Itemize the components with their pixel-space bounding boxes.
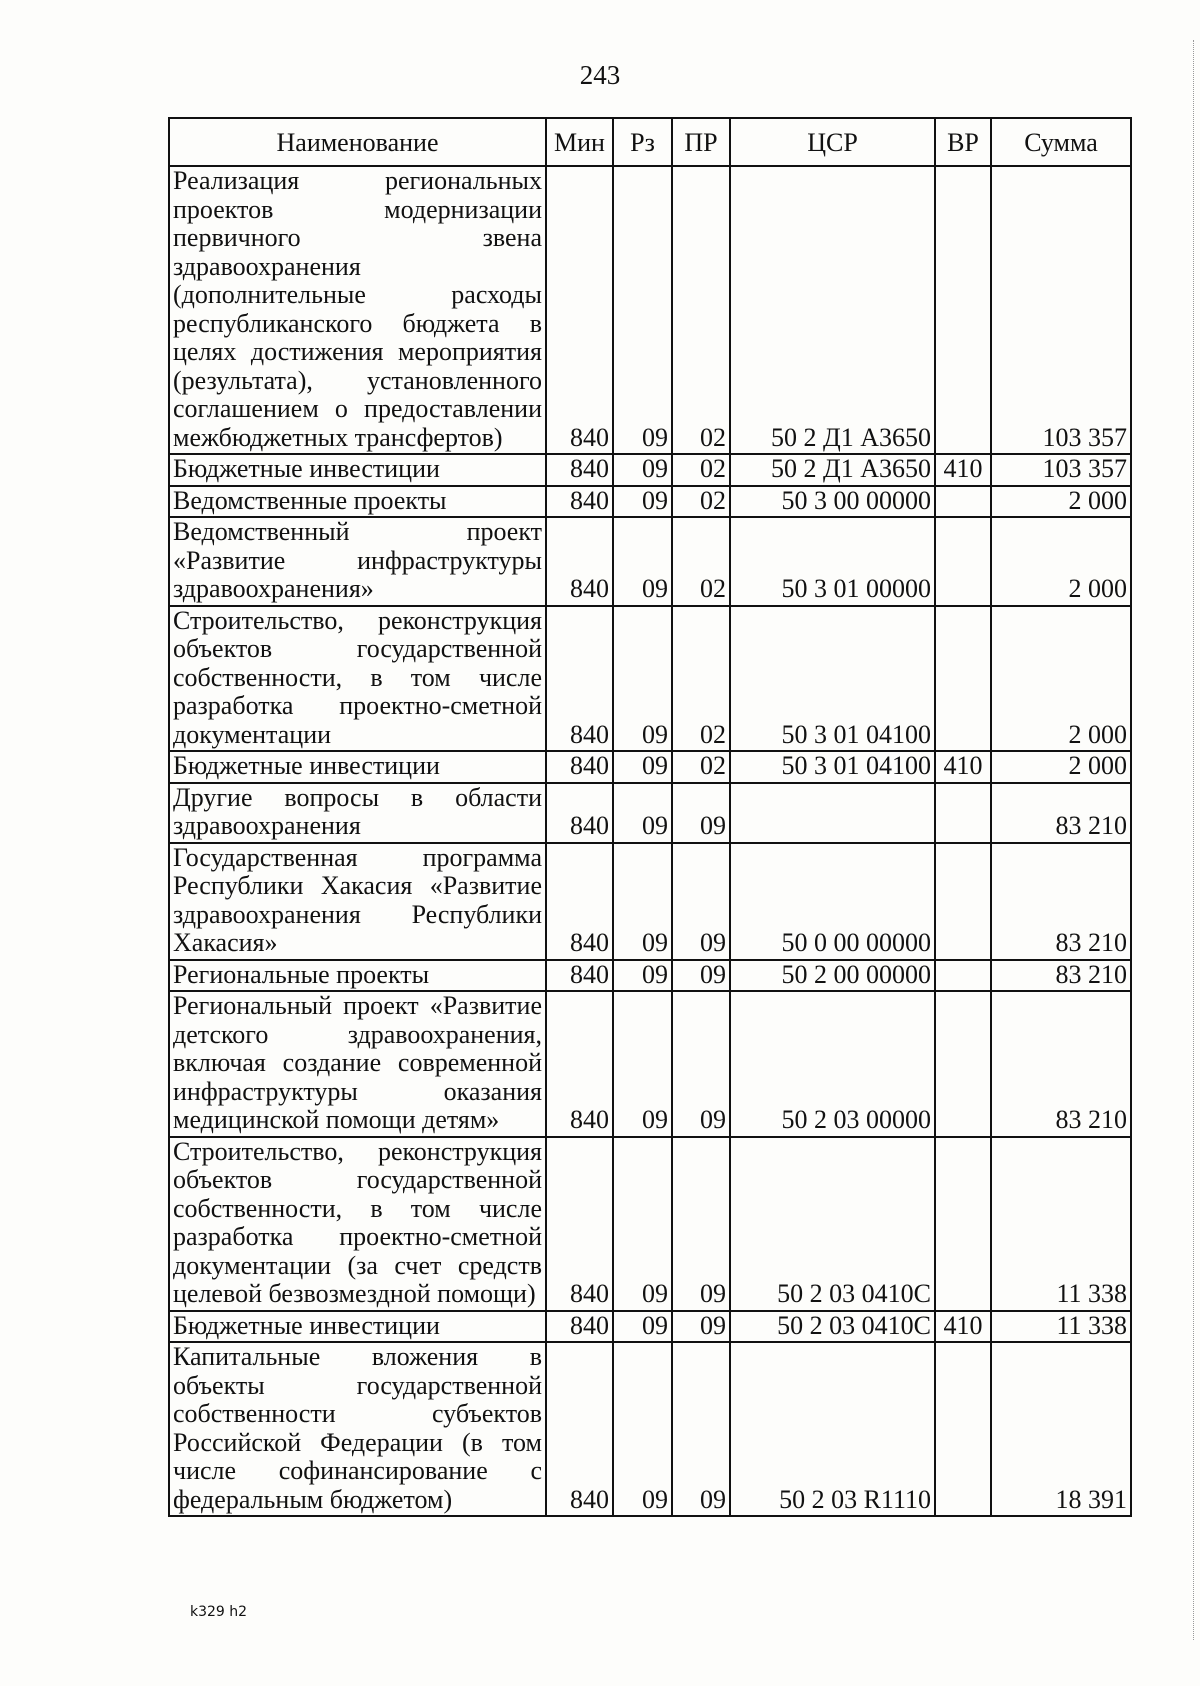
row-csr: 50 2 03 0410С — [730, 1311, 935, 1343]
row-vr — [935, 1137, 991, 1311]
row-sum: 2 000 — [991, 606, 1131, 752]
row-csr: 50 3 01 04100 — [730, 751, 935, 783]
row-min: 840 — [546, 991, 613, 1137]
table-row — [169, 606, 1131, 752]
header-rz: Рз — [613, 118, 672, 166]
row-rz: 09 — [613, 1342, 672, 1516]
row-name: Бюджетные инвестиции — [169, 751, 546, 783]
footer-code: k329 h2 — [190, 1604, 248, 1620]
header-sum: Сумма — [991, 118, 1131, 166]
row-pr: 02 — [672, 517, 730, 606]
row-rz: 09 — [613, 606, 672, 752]
row-sum: 103 357 — [991, 166, 1131, 454]
row-pr: 09 — [672, 783, 730, 843]
row-vr: 410 — [935, 1311, 991, 1343]
row-min: 840 — [546, 606, 613, 752]
row-min: 840 — [546, 486, 613, 518]
row-pr: 02 — [672, 486, 730, 518]
row-min: 840 — [546, 454, 613, 486]
row-vr — [935, 960, 991, 992]
table-row — [169, 1311, 1131, 1343]
budget-table — [168, 117, 1132, 1517]
row-pr: 09 — [672, 843, 730, 960]
row-sum: 2 000 — [991, 751, 1131, 783]
row-rz: 09 — [613, 517, 672, 606]
row-sum: 83 210 — [991, 960, 1131, 992]
row-sum: 18 391 — [991, 1342, 1131, 1516]
row-pr: 02 — [672, 606, 730, 752]
row-csr: 50 3 01 04100 — [730, 606, 935, 752]
row-name: Строительство, реконструкция объектов государственной собственности, в том числе разработка проектно-сметной документации (за счет средств целевой безвозмездной помощи) — [169, 1137, 546, 1311]
table-row — [169, 991, 1131, 1137]
row-rz: 09 — [613, 166, 672, 454]
row-pr: 09 — [672, 1342, 730, 1516]
row-vr: 410 — [935, 751, 991, 783]
header-min: Мин — [546, 118, 613, 166]
row-sum: 2 000 — [991, 486, 1131, 518]
row-min: 840 — [546, 1137, 613, 1311]
row-name: Региональные проекты — [169, 960, 546, 992]
row-csr: 50 2 Д1 А3650 — [730, 454, 935, 486]
row-csr: 50 0 00 00000 — [730, 843, 935, 960]
row-name: Государственная программа Республики Хакасия «Развитие здравоохранения Республики Хакасия» — [169, 843, 546, 960]
row-sum: 11 338 — [991, 1137, 1131, 1311]
row-min: 840 — [546, 1342, 613, 1516]
row-pr: 09 — [672, 1137, 730, 1311]
row-sum: 83 210 — [991, 843, 1131, 960]
row-name: Бюджетные инвестиции — [169, 1311, 546, 1343]
row-name: Ведомственный проект «Развитие инфраструктуры здравоохранения» — [169, 517, 546, 606]
row-sum: 2 000 — [991, 517, 1131, 606]
row-rz: 09 — [613, 991, 672, 1137]
row-pr: 02 — [672, 751, 730, 783]
row-sum: 11 338 — [991, 1311, 1131, 1343]
row-pr: 02 — [672, 454, 730, 486]
header-csr: ЦСР — [730, 118, 935, 166]
header-vr: ВР — [935, 118, 991, 166]
row-csr — [730, 783, 935, 843]
row-vr — [935, 606, 991, 752]
row-csr: 50 3 00 00000 — [730, 486, 935, 518]
table-row — [169, 751, 1131, 783]
row-vr — [935, 166, 991, 454]
row-pr: 09 — [672, 991, 730, 1137]
row-name: Региональный проект «Развитие детского здравоохранения, включая создание современной инфраструктуры оказания медицинской помощи детям» — [169, 991, 546, 1137]
row-csr: 50 2 03 R1110 — [730, 1342, 935, 1516]
row-name: Другие вопросы в области здравоохранения — [169, 783, 546, 843]
table-row — [169, 960, 1131, 992]
header-name: Наименование — [169, 118, 546, 166]
row-sum: 103 357 — [991, 454, 1131, 486]
row-vr — [935, 1342, 991, 1516]
table-row — [169, 486, 1131, 518]
page-number: 243 — [579, 60, 621, 90]
table-row — [169, 1342, 1131, 1516]
row-min: 840 — [546, 843, 613, 960]
row-sum: 83 210 — [991, 783, 1131, 843]
row-rz: 09 — [613, 960, 672, 992]
table-row — [169, 454, 1131, 486]
row-pr: 09 — [672, 960, 730, 992]
table-row — [169, 1137, 1131, 1311]
row-name: Строительство, реконструкция объектов государственной собственности, в том числе разработка проектно-сметной документации — [169, 606, 546, 752]
row-rz: 09 — [613, 783, 672, 843]
table-row — [169, 166, 1131, 454]
row-vr — [935, 486, 991, 518]
row-min: 840 — [546, 960, 613, 992]
row-rz: 09 — [613, 486, 672, 518]
row-rz: 09 — [613, 843, 672, 960]
row-min: 840 — [546, 517, 613, 606]
row-vr — [935, 783, 991, 843]
row-rz: 09 — [613, 751, 672, 783]
row-csr: 50 2 Д1 А3650 — [730, 166, 935, 454]
row-vr: 410 — [935, 454, 991, 486]
row-csr: 50 2 00 00000 — [730, 960, 935, 992]
row-csr: 50 3 01 00000 — [730, 517, 935, 606]
row-sum: 83 210 — [991, 991, 1131, 1137]
row-name: Реализация региональных проектов модернизации первичного звена здравоохранения (дополнительные расходы республиканского бюджета в целях достижения мероприятия (результата), установленного соглашением о предоставлении межбюджетных трансфертов) — [169, 166, 546, 454]
scan-edge-marks — [1190, 40, 1194, 1640]
row-pr: 09 — [672, 1311, 730, 1343]
header-pr: ПР — [672, 118, 730, 166]
table-row — [169, 843, 1131, 960]
table-row — [169, 517, 1131, 606]
row-min: 840 — [546, 783, 613, 843]
row-vr — [935, 991, 991, 1137]
row-pr: 02 — [672, 166, 730, 454]
row-name: Капитальные вложения в объекты государственной собственности субъектов Российской Федерации (в том числе софинансирование с федеральным бюджетом) — [169, 1342, 546, 1516]
row-csr: 50 2 03 00000 — [730, 991, 935, 1137]
row-min: 840 — [546, 166, 613, 454]
row-csr: 50 2 03 0410С — [730, 1137, 935, 1311]
row-min: 840 — [546, 1311, 613, 1343]
row-name: Ведомственные проекты — [169, 486, 546, 518]
row-min: 840 — [546, 751, 613, 783]
row-rz: 09 — [613, 454, 672, 486]
row-name: Бюджетные инвестиции — [169, 454, 546, 486]
row-rz: 09 — [613, 1311, 672, 1343]
header-row — [169, 118, 1131, 166]
row-rz: 09 — [613, 1137, 672, 1311]
row-vr — [935, 517, 991, 606]
table-row — [169, 783, 1131, 843]
row-vr — [935, 843, 991, 960]
